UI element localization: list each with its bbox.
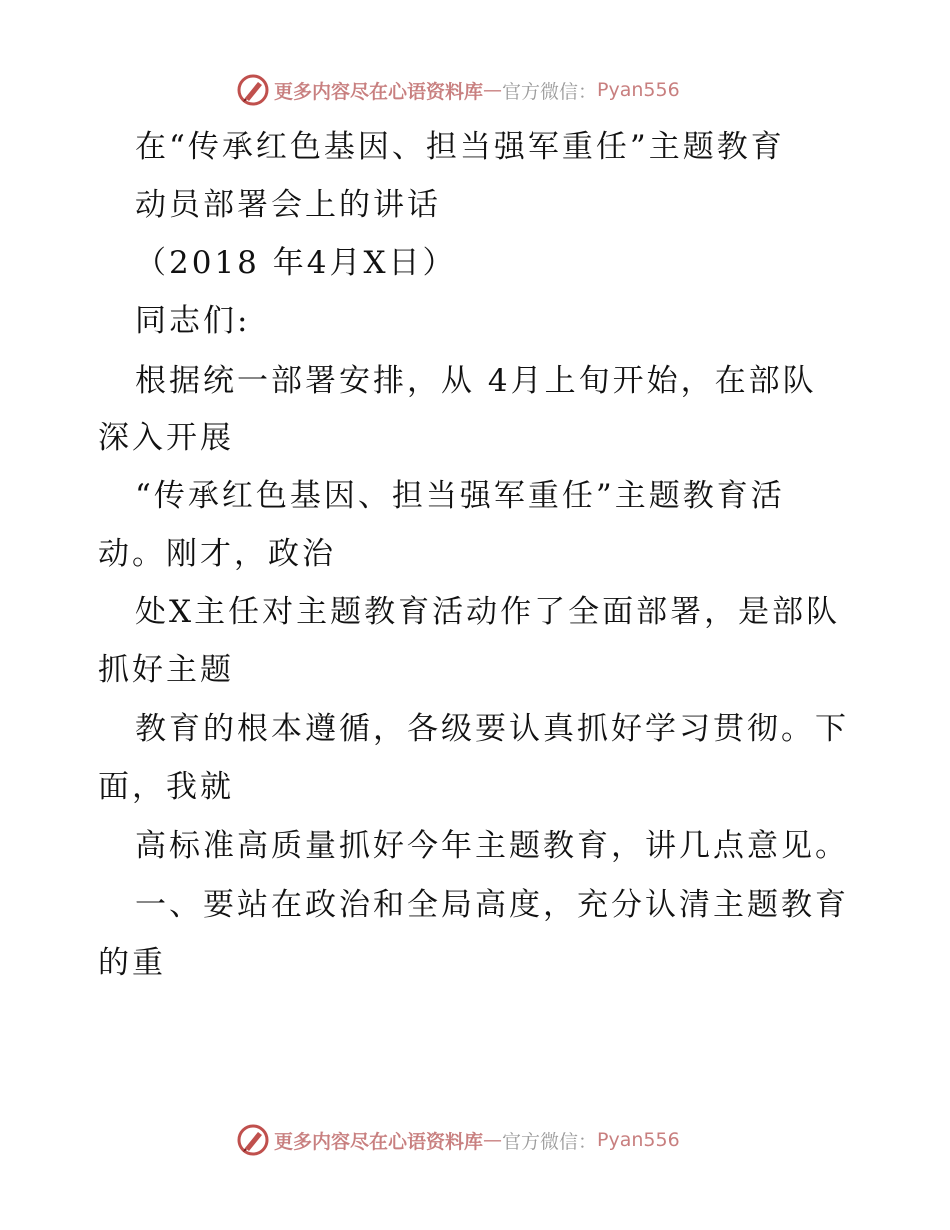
watermark-main-text: 更多内容尽在心语资料库 — [274, 80, 484, 103]
body-line: 根据统一部署安排，从 4月上旬开始，在部队 — [135, 363, 817, 399]
body-line: 高标准高质量抓好今年主题教育，讲几点意见。 — [135, 828, 849, 864]
section-heading-line: 的重 — [98, 945, 166, 981]
body-line: 教育的根本遵循，各级要认真抓好学习贯彻。下 — [135, 711, 849, 747]
body-line: 深入开展 — [98, 420, 234, 456]
watermark-handle: Pyan556 — [597, 1129, 680, 1151]
watermark-sub-text: 官方微信： — [502, 80, 598, 103]
section-heading-line: 一、要站在政治和全局高度，充分认清主题教育 — [135, 887, 849, 923]
watermark-main-text: 更多内容尽在心语资料库 — [274, 1130, 484, 1153]
watermark-dash: — — [483, 1129, 503, 1151]
pen-seal-icon — [236, 1123, 270, 1157]
pen-seal-icon — [236, 73, 270, 107]
watermark-sub-text: 官方微信： — [502, 1130, 598, 1153]
body-line: 处X主任对主题教育活动作了全面部署，是部队 — [135, 594, 841, 630]
watermark-banner-bottom — [236, 1122, 680, 1158]
watermark-banner-top — [236, 72, 680, 108]
watermark-dash: — — [483, 79, 503, 101]
title-line-2: 动员部署会上的讲话 — [135, 187, 441, 223]
title-line-1: 在“传承红色基因、担当强军重任”主题教育 — [135, 129, 785, 165]
body-line: “传承红色基因、担当强军重任”主题教育活 — [135, 478, 785, 514]
body-line: 面，我就 — [98, 769, 234, 805]
date-line: （2018 年4月X日） — [135, 245, 457, 281]
body-line: 动。刚才，政治 — [98, 536, 336, 572]
watermark-handle: Pyan556 — [597, 79, 680, 101]
salutation: 同志们: — [135, 303, 251, 339]
body-line: 抓好主题 — [98, 652, 234, 688]
